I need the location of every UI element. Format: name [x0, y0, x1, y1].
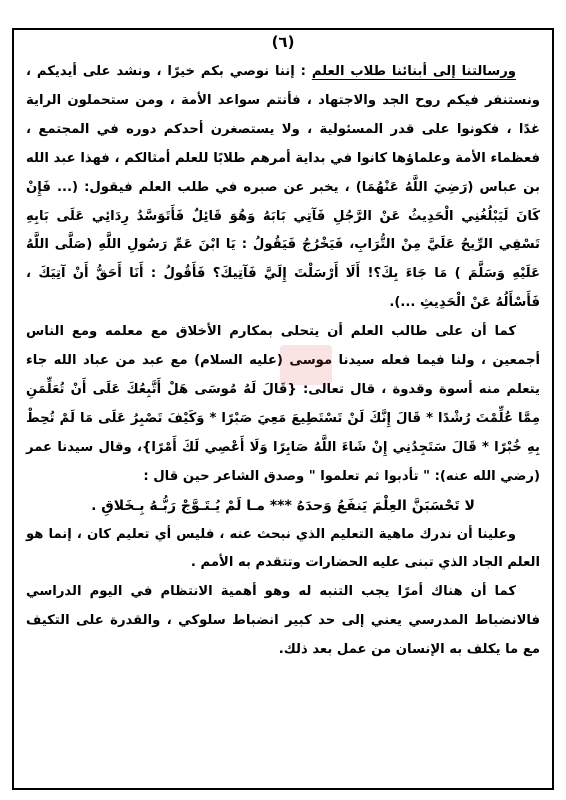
document-body [26, 58, 540, 665]
paragraph-manners: كما أن على طالب العلم أن يتحلى بمكارم الأخلاق مع معلمه ومع الناس أجمعين ، ولنا فيما فعله سيدنا موسى (عليه السلام) مع عبد من عباد الله جاء يتعلم منه أسوة وقدوة ، قال تعالى: {قَالَ لَهُ مُوسَى هَلْ أَتَّبِعُكَ عَلَى أَنْ تُعَلِّمَنِ مِمَّا عُلِّمْتَ رُشْدًا * قَالَ إِنَّكَ لَنْ تَسْتَطِيعَ مَعِيَ صَبْرًا * وَكَيْفَ تَصْبِرُ عَلَى مَا لَمْ تُحِطْ بِهِ خُبْرًا * قَالَ سَتَجِدُنِي إِنْ شَاءَ اللَّهُ صَابِرًا وَلَا أَعْصِي لَكَ أَمْرًا}، وقال سيدنا عمر (رضي الله عنه): " تأدبوا ثم تعلموا " وصدق الشاعر حين قال : [26, 324, 540, 484]
paragraph-education-nature: وعلينا أن ندرك ماهية التعليم الذي نبحث عنه ، فليس أي تعليم كان ، إنما هو العلم الجاد الذي تبنى عليه الحضارات وتتقدم به الأمم . [26, 526, 540, 571]
poem-verse: لا تَحْسَبَنَّ العِلْمَ يَنفَعُ وَحدَهُ *** مـا لَمْ يُـتَـوَّجْ رَبُّـهُ بِـخَلاقِ . [91, 497, 475, 514]
paragraph-text: : إننا نوصي بكم خيرًا ، ونشد على أيديكم ، ونستنفر فيكم روح الجد والاجتهاد ، فأنتم سواعد الأمة ، ومن ستحملون الراية غدًا ، فكونوا على قدر المسئولية ، ولا يستصغرن أحدكم دوره في المجتمع ، فعظماء الأمة وعلماؤها كانوا في بداية أمرهم طلابًا للعلم أمثالكم ، فهذا عبد الله بن عباس (رَضِيَ اللَّهُ عَنْهُمَا) ، يخبر عن صبره في طلب العلم فيقول: (... فَإِنْ كَانَ لَيَبْلُغُنِي الْحَدِيثُ عَنْ الرَّجُلِ فَآتِي بَابَهُ وَهُوَ قَائِلٌ فَأَتَوَسَّدُ رِدَائِي عَلَى بَابِهِ تَسْفِي الرِّيحُ عَلَيَّ مِنْ التُّرَابِ، فَيَخْرُجُ فَيَقُولُ : يَا ابْنَ عَمِّ رَسُولِ اللَّهِ (صَلَّى اللَّهُ عَلَيْهِ وَسَلَّمَ ) مَا جَاءَ بِكَ؟! أَلَا أَرْسَلْتَ إِلَيَّ فَآتِيكَ؟ فَأَقُولُ : أَنَا أَحَقُّ أَنْ آتِيَكَ ، فَأَسْأَلُهُ عَنْ الْحَدِيثِ ...). [26, 64, 540, 311]
paragraph-discipline: كما أن هناك أمرًا يجب التنبه له وهو أهمية الانتظام في اليوم الدراسي فالانضباط المدرسي يعني إلى حد كبير انضباط سلوكي ، والقدرة على التكيف مع ما يكلف به الإنسان من عمل بعد ذلك. [26, 584, 540, 658]
paragraph-heading: ورسالتنا إلى أبنائنا طلاب العلم [311, 64, 516, 79]
page-number: (٦) [271, 33, 295, 51]
paragraph-message-to-students [26, 58, 540, 318]
